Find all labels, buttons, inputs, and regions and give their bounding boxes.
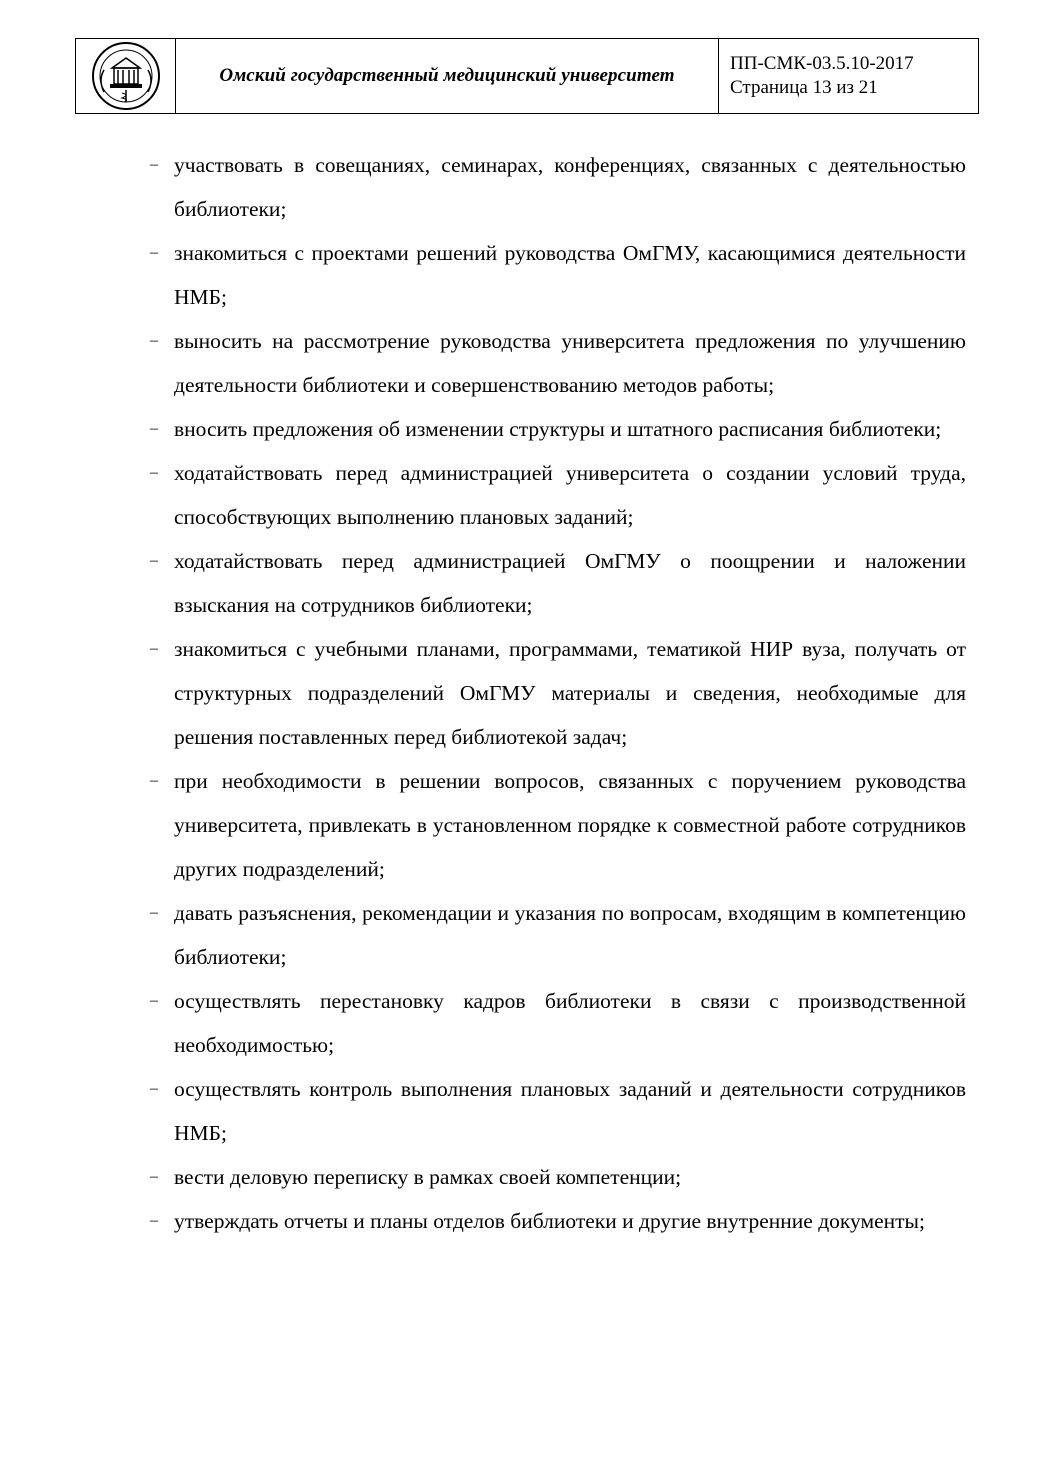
list-item: – вести деловую переписку в рамках своей компетенции; bbox=[150, 1155, 966, 1199]
university-title: Омский государственный медицинский университет bbox=[176, 39, 719, 113]
list-item: – осуществлять перестановку кадров библиотеки в связи с производственной необходимостью; bbox=[150, 979, 966, 1067]
list-item: – при необходимости в решении вопросов, связанных с поручением руководства университета, привлекать в установленном порядке к совместной работе сотрудников других подразделений; bbox=[150, 759, 966, 891]
document-code: ПП-СМК-03.5.10-2017 bbox=[730, 53, 914, 74]
list-item: – осуществлять контроль выполнения плановых заданий и деятельности сотрудников НМБ; bbox=[150, 1067, 966, 1155]
document-meta bbox=[719, 39, 978, 113]
list-item: – вносить предложения об изменении структуры и штатного расписания библиотеки; bbox=[150, 407, 966, 451]
logo-cell bbox=[76, 39, 176, 113]
list-item: – знакомиться с учебными планами, программами, тематикой НИР вуза, получать от структурных подразделений ОмГМУ материалы и сведения, необходимые для решения поставленных перед библиотекой задач; bbox=[150, 627, 966, 759]
list-item: – знакомиться с проектами решений руководства ОмГМУ, касающимися деятельности НМБ; bbox=[150, 231, 966, 319]
university-seal-icon bbox=[90, 40, 162, 112]
list-item: – утверждать отчеты и планы отделов библиотеки и другие внутренние документы; bbox=[150, 1199, 966, 1243]
document-header bbox=[75, 38, 979, 114]
page-number: Страница 13 из 21 bbox=[730, 77, 878, 98]
document-body bbox=[150, 143, 966, 1243]
list-item: – ходатайствовать перед администрацией ОмГМУ о поощрении и наложении взыскания на сотрудников библиотеки; bbox=[150, 539, 966, 627]
rights-list bbox=[150, 143, 966, 1243]
list-item: – выносить на рассмотрение руководства университета предложения по улучшению деятельности библиотеки и совершенствованию методов работы; bbox=[150, 319, 966, 407]
list-item: – давать разъяснения, рекомендации и указания по вопросам, входящим в компетенцию библиотеки; bbox=[150, 891, 966, 979]
list-item: – участвовать в совещаниях, семинарах, конференциях, связанных с деятельностью библиотеки; bbox=[150, 143, 966, 231]
list-item: – ходатайствовать перед администрацией университета о создании условий труда, способствующих выполнению плановых заданий; bbox=[150, 451, 966, 539]
